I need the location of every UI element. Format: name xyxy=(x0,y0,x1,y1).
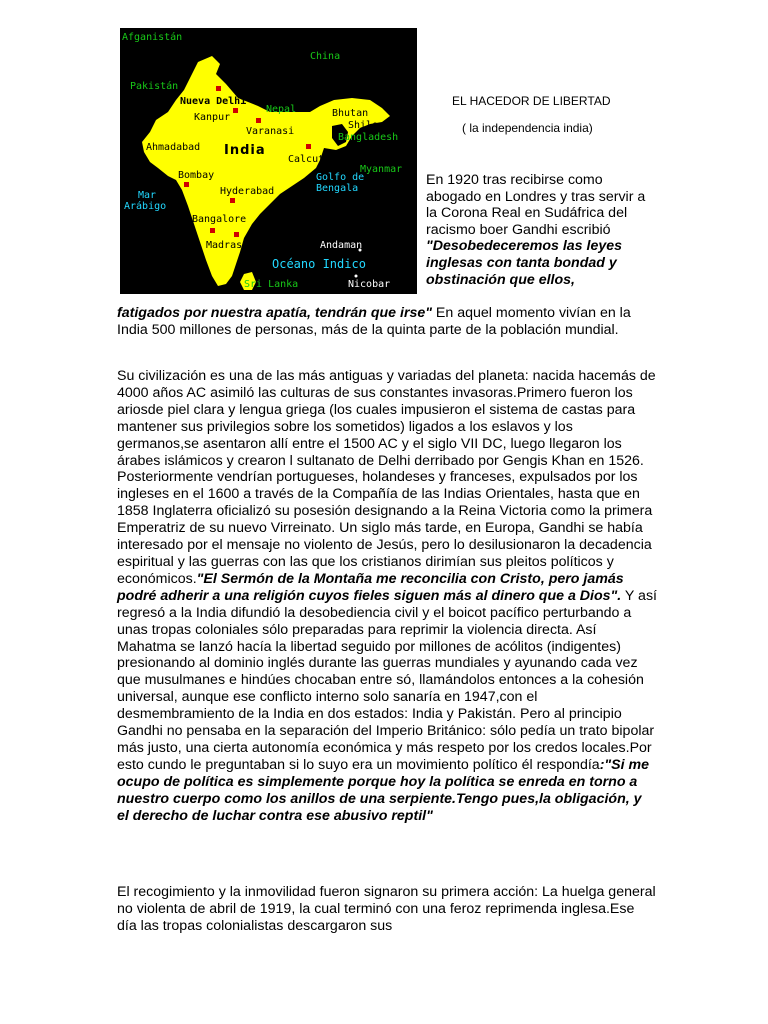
map-label-myanmar: Myanmar xyxy=(360,164,403,175)
map-label-bombay: Bombay xyxy=(178,170,215,181)
map-label-china: China xyxy=(310,51,341,62)
document-subtitle: ( la independencia india) xyxy=(462,121,593,135)
india-map-shapes xyxy=(120,28,417,294)
document-title: EL HACEDOR DE LIBERTAD xyxy=(452,94,611,108)
nicobar-islands xyxy=(355,275,358,278)
map-label-golfo-2: Bengala xyxy=(316,183,359,194)
intro-after-text: En aquel momento vivían en la India 500 millones de personas, más de la quinta parte de la población mundial. xyxy=(117,305,631,338)
quote-sermon-montana: "El Sermón de la Montaña me reconcilia con Cristo, pero jamás podré adherir a una religión cuyos fieles siguen más al dinero que a Dios". xyxy=(117,570,624,604)
map-label-madras: Madras xyxy=(206,240,243,251)
map-label-calcuta: Calcuta xyxy=(288,154,331,165)
map-label-bhutan: Bhutan xyxy=(332,108,369,119)
city-marker-madras xyxy=(234,232,239,237)
city-marker-bangalore xyxy=(210,228,215,233)
map-label-arabigo: Arábigo xyxy=(124,201,167,212)
map-label-srilanka: Sri Lanka xyxy=(244,279,299,290)
map-label-oceano: Océano Indico xyxy=(272,257,366,271)
map-label-hyderabad: Hyderabad xyxy=(220,186,275,197)
intro-paragraph-continuation xyxy=(117,305,657,338)
paragraph-civilization xyxy=(117,368,657,824)
map-label-ahmadabad: Ahmadabad xyxy=(146,142,201,153)
map-label-pakistan: Pakistán xyxy=(130,81,179,92)
city-marker-hyderabad xyxy=(230,198,235,203)
map-label-shilong: Shilong xyxy=(348,120,391,131)
city-marker-bombay xyxy=(184,182,189,187)
map-label-bangalore: Bangalore xyxy=(192,214,247,225)
intro-quote-part-1: "Desobedeceremos las leyes inglesas con tanta bondad y obstinación que ellos, xyxy=(426,238,623,288)
map-label-varanasi: Varanasi xyxy=(246,126,295,137)
map-label-india: India xyxy=(224,143,266,158)
quote-politica-serpiente: :"Si me ocupo de política es simplemente porque hoy la política se enreda en torno a nuestro cuerpo como los anillos de una serpiente.Tengo pues,la obligación, y el derecho de luchar contra ese abusivo reptil" xyxy=(117,756,649,824)
map-label-bangladesh: Bangladesh xyxy=(338,132,399,143)
map-label-nicobar: Nicobar xyxy=(348,279,391,290)
city-marker-calcuta xyxy=(306,144,311,149)
paragraph-civilization-text-1: Su civilización es una de las más antiguas y variadas del planeta: nacida hacemás de 4000 años AC asimiló las culturas de sus constantes invasoras.Primero fueron los ariosde piel clara y lengua griega (los cuales impusieron el sistema de castas para mantener sus privilegios sobre los sometidos) ligados a los eslavos y los germanos,se asentaron allí entre el 1500 AC y el siglo VII DC, luego llegaron los árabes islámicos y crearon l sultanato de Delhi derribado por Gengis Khan en 1526. Posteriormente vendrían portugueses, holandeses y franceses, expulsados por los ingleses en el 1600 a través de la Compañía de las Indias Orientales, hasta que en 1858 Inglaterra oficializó su posesión designando a la Reina Victoria como la primera Emperatriz de su nuevo Virreinato. Un siglo más tarde, en Europa, Gandhi se había interesado por el mensaje no violento de Jesús, pero lo desilusionaron la decadencia espiritual y las guerras con las que los cristianos dirimían sus pleitos políticos y económicos. xyxy=(117,368,656,587)
map-label-mar: Mar xyxy=(138,190,157,201)
paragraph-huelga-text: El recogimiento y la inmovilidad fueron signaron su primera acción: La huelga general no violenta de abril de 1919, la cual terminó con una feroz reprimenda inglesa.Ese día las tropas colonialistas descargaron sus xyxy=(117,884,656,934)
city-marker-nueva-delhi xyxy=(216,86,221,91)
paragraph-huelga xyxy=(117,884,657,935)
map-label-kanpur: Kanpur xyxy=(194,112,231,123)
intro-text: En 1920 tras recibirse como abogado en Londres y tras servir a la Corona Real en Sudáfrica del racismo boer Gandhi escribió xyxy=(426,172,646,238)
city-marker-kanpur xyxy=(233,108,238,113)
map-label-golfo-1: Golfo de xyxy=(316,172,365,183)
map-label-afganistan: Afganistán xyxy=(122,32,183,43)
intro-quote-part-2: fatigados por nuestra apatía, tendrán que irse" xyxy=(117,305,432,321)
map-label-nueva-delhi: Nueva Delhi xyxy=(180,96,247,107)
map-label-andaman: Andaman xyxy=(320,240,363,251)
city-marker-varanasi xyxy=(256,118,261,123)
intro-paragraph-start xyxy=(426,172,656,288)
india-map xyxy=(120,28,417,294)
map-label-nepal: Nepal xyxy=(266,104,297,115)
paragraph-civilization-text-2: Y así regresó a la India difundió la desobediencia civil y el boicot pacífico perturbando a unas tropas coloniales sólo preparadas para reprimir la violencia directa. Así Mahatma se lanzó hacía la libertad seguido por millones de acólitos (indigentes) presionando al dominio inglés durante las guerras mundiales y ayunando cada vez que musulmanes e hindúes chocaban entre só, llamándolos entonces a la cohesión universal, aunque ese conflicto interno solo sanaría en 1947,con el desmembramiento de la India en dos estados: India y Pakistán. Pero al principio Gandhi no pensaba en la separación del Imperio Británico: sólo pedía un trato bipolar más justo, una cierta autonomía económica y más respeto por los credos locales.Por esto cundo le preguntaban si lo suyo era un movimiento político él respondía xyxy=(117,587,657,773)
